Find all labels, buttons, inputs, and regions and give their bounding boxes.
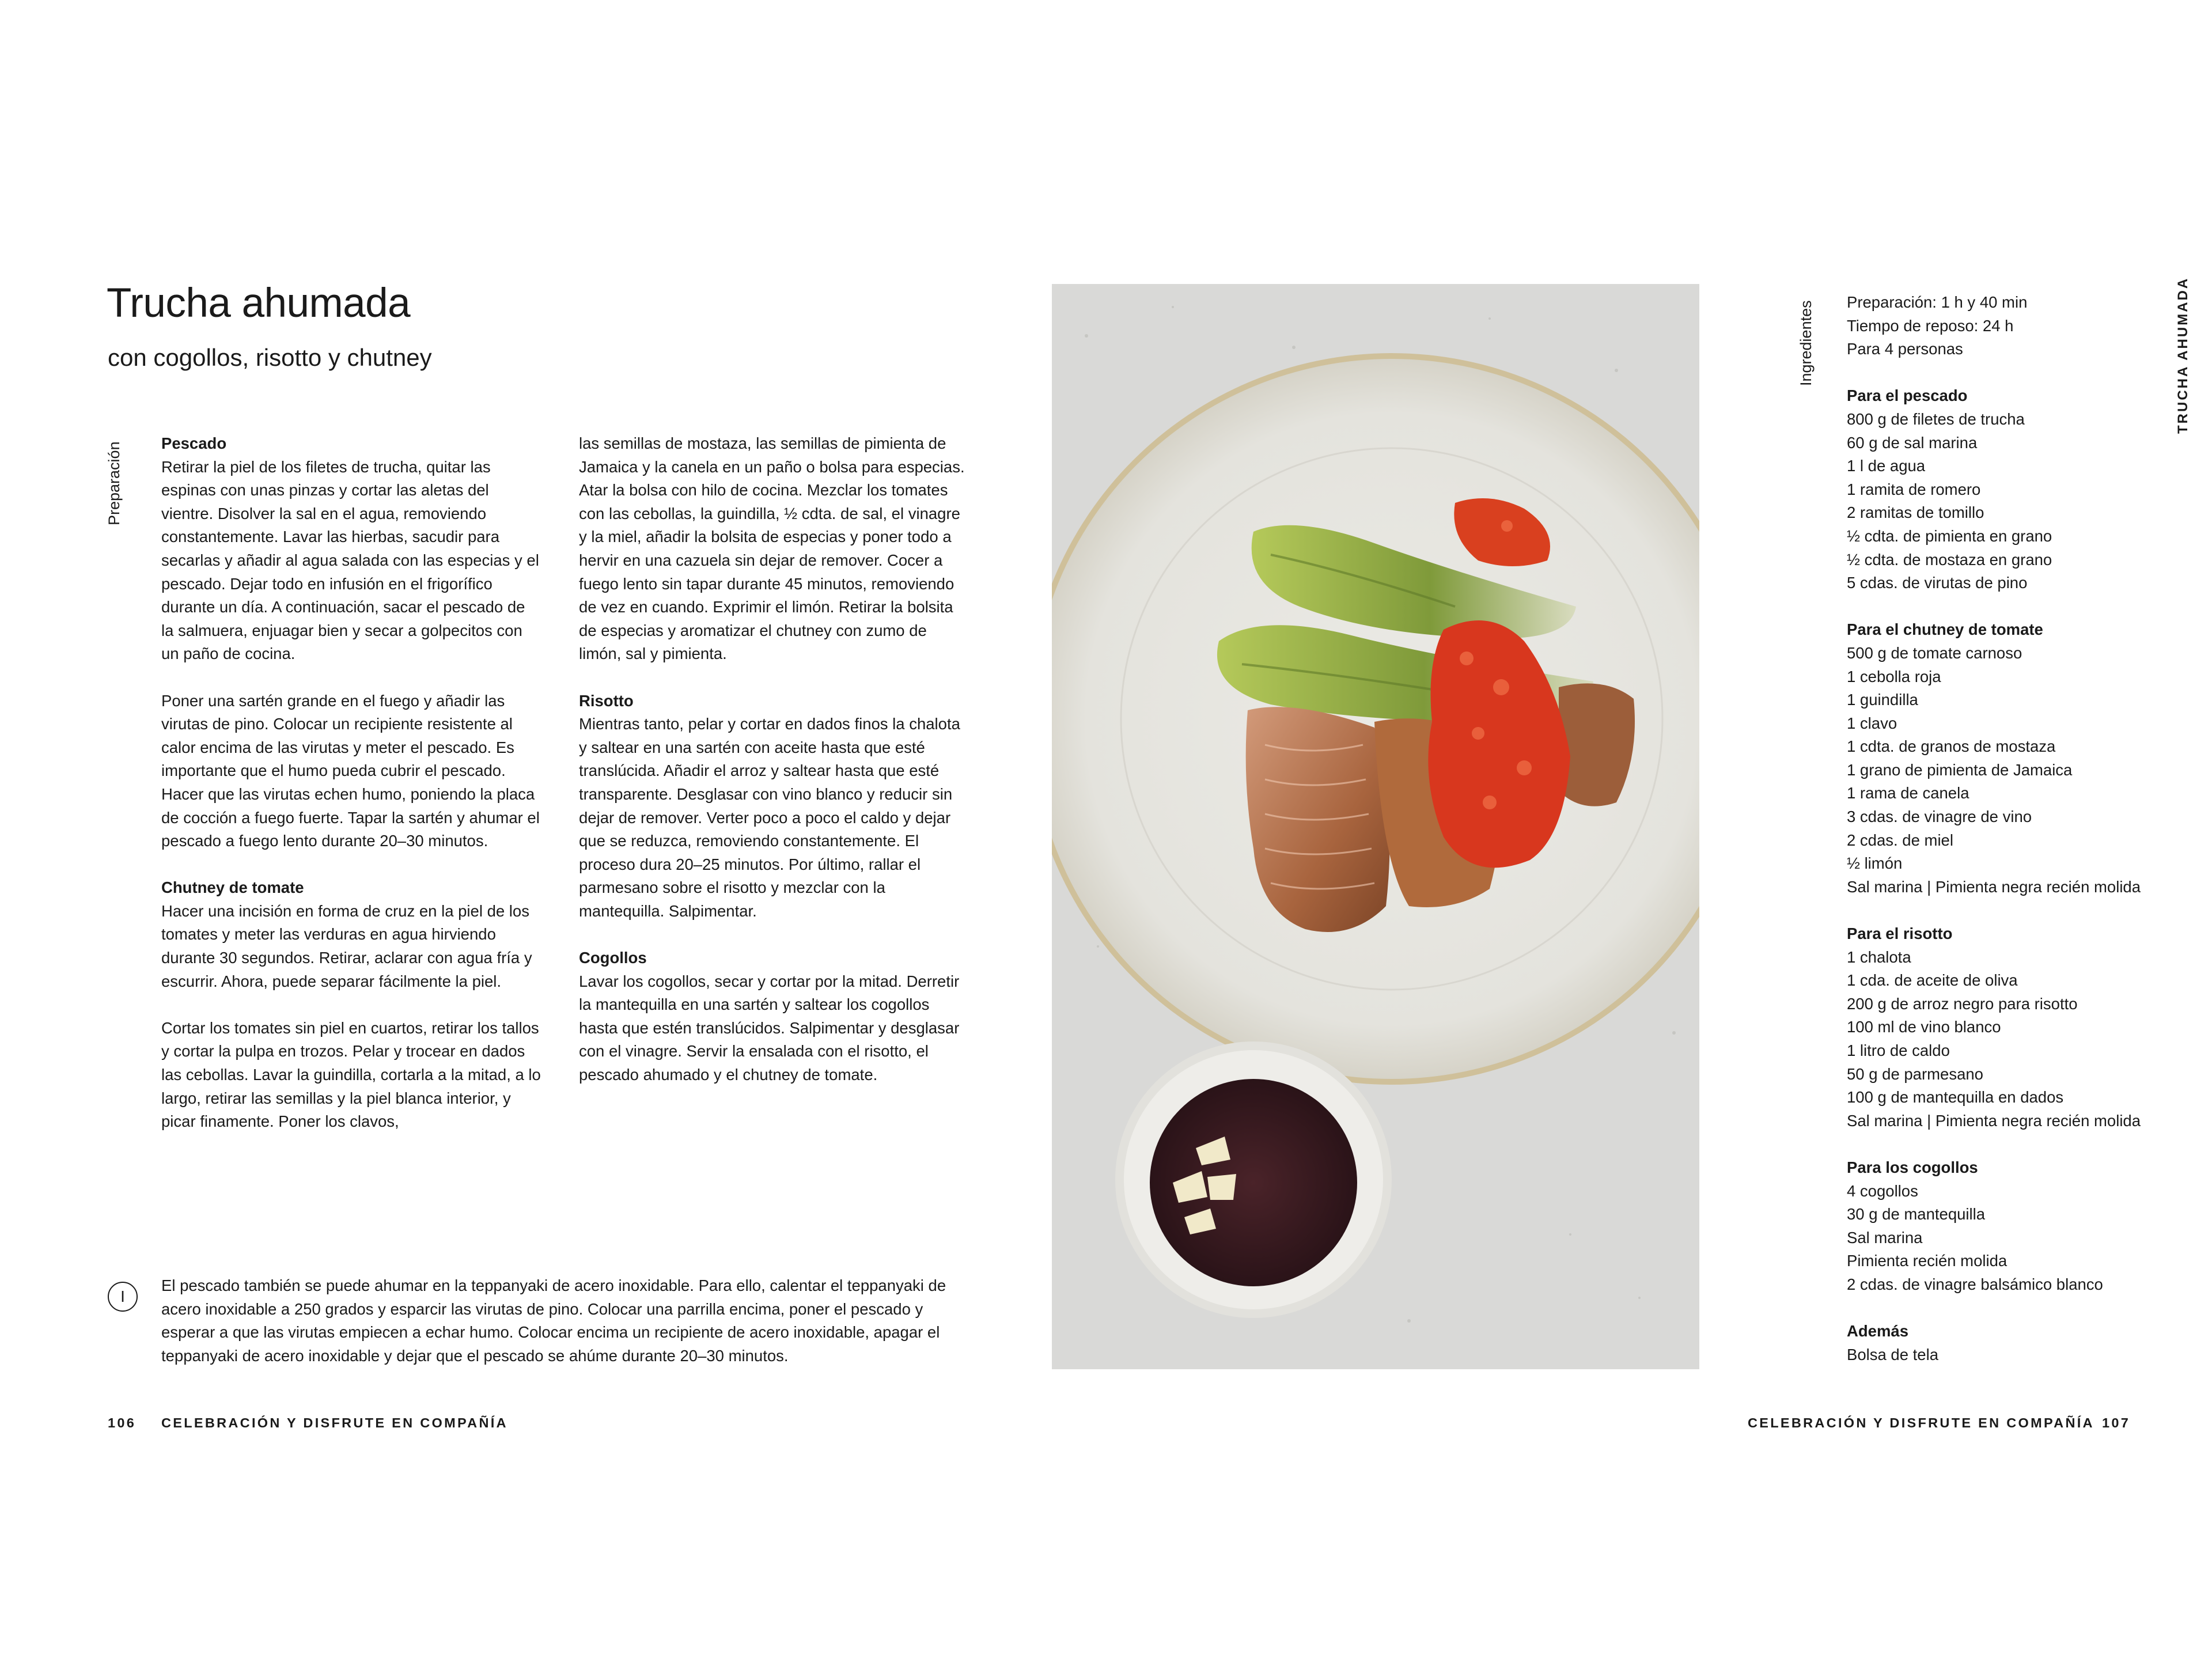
ingredient-item: 500 g de tomate carnoso — [1847, 643, 2022, 662]
prep-paragraph — [161, 1017, 541, 1134]
ingredient-item: Sal marina | Pimienta negra recién molida — [1847, 877, 2141, 896]
ingredient-item: 50 g de parmesano — [1847, 1065, 1983, 1083]
ingredient-group-heading: Además — [1847, 1322, 1908, 1340]
page-number-right: 107 — [2102, 1415, 2131, 1430]
side-running-title: TRUCHA AHUMADA — [2175, 276, 2191, 434]
prep-text: Poner una sartén grande en el fuego y añadir las virutas de pino. Colocar un recipiente resistente al calor encima de las virutas y meter el pescado. Es importante que el humo pueda cubrir el pescado. Hacer que las virutas echen humo, poniendo la placa de cocción a fuego fuerte. Tapar la sartén y ahumar el pescado a fuego lento durante 20–30 minutos. — [161, 691, 540, 850]
ingredient-item: 1 cebolla roja — [1847, 667, 1941, 685]
ingredient-item: 800 g de filetes de trucha — [1847, 410, 2025, 428]
ingredient-item: 1 ramita de romero — [1847, 480, 1981, 498]
prep-text: Cortar los tomates sin piel en cuartos, retirar los tallos y cortar la pulpa en trozos. Pelar y trocear en dados las cebollas. Lavar la guindilla, cortarla a la mitad, a lo largo, retirar las semillas y la piel blanca interior, y picar finamente. Poner los clavos, — [161, 1018, 541, 1131]
ingredient-item: 1 clavo — [1847, 714, 1897, 732]
prep-paragraph — [579, 946, 971, 1087]
ingredient-item: 1 cda. de aceite de oliva — [1847, 971, 2018, 990]
ingredient-item: 1 chalota — [1847, 948, 1911, 966]
page-number-left: 106 — [108, 1415, 137, 1430]
ingredient-item: 1 cdta. de granos de mostaza — [1847, 737, 2056, 756]
prep-paragraph — [579, 432, 971, 666]
prep-paragraph — [161, 432, 541, 666]
ingredients-list — [1847, 291, 2169, 1366]
ingredient-group-heading: Para los cogollos — [1847, 1158, 1978, 1176]
ingredient-group-heading: Para el chutney de tomate — [1847, 620, 2043, 639]
footer-chapter-left: CELEBRACIÓN Y DISFRUTE EN COMPAÑÍA — [161, 1415, 508, 1430]
ingredient-item: 2 cdas. de miel — [1847, 831, 1953, 849]
ingredient-item: 100 g de mantequilla en dados — [1847, 1088, 2064, 1107]
preparation-column-2 — [579, 432, 971, 1110]
recipe-title: Trucha ahumada — [107, 281, 411, 326]
prep-paragraph — [161, 690, 541, 853]
prep-paragraph — [161, 876, 541, 993]
ingredient-item: 30 g de mantequilla — [1847, 1205, 1986, 1224]
ingredient-item: ½ limón — [1847, 854, 1903, 873]
ingredient-item: 1 litro de caldo — [1847, 1041, 1950, 1059]
ingredient-item: Sal marina | Pimienta negra recién molida — [1847, 1111, 2141, 1130]
ingredient-item: ½ cdta. de mostaza en grano — [1847, 550, 2052, 569]
ingredient-group-risotto — [1847, 922, 2169, 1132]
preparation-column-1 — [161, 432, 541, 1157]
ingredient-group-ademas — [1847, 1320, 2169, 1366]
ingredient-item: ½ cdta. de pimienta en grano — [1847, 527, 2052, 545]
info-icon — [108, 1282, 138, 1312]
info-line: Preparación: 1 h y 40 min — [1847, 293, 2028, 311]
ingredient-item: Pimienta recién molida — [1847, 1252, 2008, 1270]
prep-text: Mientras tanto, pelar y cortar en dados finos la chalota y saltear en una sartén con aceite hasta que esté translúcida. Añadir el arroz y saltear hasta que esté transparente. Desglasar con vino blanco y reducir sin dejar de remover. Verter poco a poco el caldo y dejar que se reduzca, removiendo constantemente. El proceso dura 20–25 minutos. Por último, rallar el parmesano sobre el risotto y mezclar con la mantequilla. Salpimentar. — [579, 715, 960, 920]
ingredient-item: 2 cdas. de vinagre balsámico blanco — [1847, 1275, 2103, 1293]
dish-photo — [1052, 284, 1699, 1369]
ingredient-group-chutney — [1847, 618, 2169, 899]
ingredient-item: 3 cdas. de vinagre de vino — [1847, 808, 2032, 826]
ingredient-item: 1 l de agua — [1847, 457, 1926, 475]
ingredient-item: 200 g de arroz negro para risotto — [1847, 994, 2078, 1013]
footer-chapter-right: CELEBRACIÓN Y DISFRUTE EN COMPAÑÍA — [1748, 1415, 2094, 1430]
section-heading-cogollos: Cogollos — [579, 949, 647, 967]
ingredient-group-heading: Para el risotto — [1847, 925, 1953, 943]
tip-note: El pescado también se puede ahumar en la teppanyaki de acero inoxidable. Para ello, calentar el teppanyaki de acero inoxidable a 250 grados y esparcir las virutas de pino. Colocar una parrilla encima, poner el pescado y esperar a que las virutas empiecen a echar humo. Colocar encima un recipiente de acero inoxidable, apagar el teppanyaki de acero inoxidable y dejar que el pescado se ahúme durante 20–30 minutos. — [161, 1277, 946, 1365]
info-line: Para 4 personas — [1847, 340, 1963, 358]
prep-text: Hacer una incisión en forma de cruz en la piel de los tomates y meter las verduras en agua hirviendo durante 30 segundos. Retirar, aclarar con agua fría y escurrir. Ahora, puede separar fácilmente la piel. — [161, 902, 532, 990]
ingredient-item: Bolsa de tela — [1847, 1345, 1938, 1363]
recipe-info — [1847, 291, 2169, 361]
prep-text: Retirar la piel de los filetes de trucha, quitar las espinas con unas pinzas y cortar las aletas del vientre. Disolver la sal en el agua, removiendo constantemente. Lavar las hierbas, sacudir para secarlas y añadir al agua salada con las especias y el pescado. Dejar todo en infusión en el frigorífico durante un día. A continuación, sacar el pescado de la salmuera, enjuagar bien y secar a golpecitos con un paño de cocina. — [161, 457, 539, 663]
preparation-label: Preparación — [105, 441, 123, 525]
ingredient-item: 60 g de sal marina — [1847, 433, 1978, 452]
ingredient-item: 100 ml de vino blanco — [1847, 1018, 2001, 1036]
ingredient-item: 4 cogollos — [1847, 1181, 1918, 1200]
ingredient-item: 2 ramitas de tomillo — [1847, 503, 1984, 522]
section-heading-pescado: Pescado — [161, 434, 227, 452]
recipe-subtitle: con cogollos, risotto y chutney — [108, 344, 432, 371]
ingredient-item: 1 rama de canela — [1847, 784, 1969, 802]
prep-text: las semillas de mostaza, las semillas de pimienta de Jamaica y la canela en un paño o bolsa para especias. Atar la bolsa con hilo de cocina. Mezclar los tomates con las cebollas, la guindilla, ½ cdta. de sal, el vinagre y la miel, añadir la bolsita de especias y poner todo a hervir en una cazuela sin dejar de remover. Cocer a fuego lento sin tapar durante 45 minutos, removiendo de vez en cuando. Exprimir el limón. Retirar la bolsita de especias y aromatizar el chutney con zumo de limón, sal y pimienta. — [579, 434, 965, 663]
ingredient-group-heading: Para el pescado — [1847, 387, 1968, 405]
ingredient-item: Sal marina — [1847, 1228, 1923, 1247]
info-icon-glyph: I — [120, 1287, 125, 1305]
section-heading-chutney: Chutney de tomate — [161, 878, 304, 897]
ingredients-label: Ingredientes — [1797, 300, 1815, 386]
ingredient-group-cogollos — [1847, 1156, 2169, 1297]
ingredient-item: 1 grano de pimienta de Jamaica — [1847, 760, 2073, 779]
section-heading-risotto: Risotto — [579, 691, 634, 710]
info-line: Tiempo de reposo: 24 h — [1847, 316, 2014, 335]
ingredient-item: 1 guindilla — [1847, 691, 1918, 709]
prep-paragraph — [579, 690, 971, 923]
prep-text: Lavar los cogollos, secar y cortar por la mitad. Derretir la mantequilla en una sartén y saltear los cogollos hasta que estén translúcidos. Salpimentar y desglasar con el vinagre. Servir la ensalada con el risotto, el pescado ahumado y el chutney de tomate. — [579, 972, 960, 1084]
ingredient-group-pescado — [1847, 384, 2169, 594]
ingredient-item: 5 cdas. de virutas de pino — [1847, 574, 2028, 592]
